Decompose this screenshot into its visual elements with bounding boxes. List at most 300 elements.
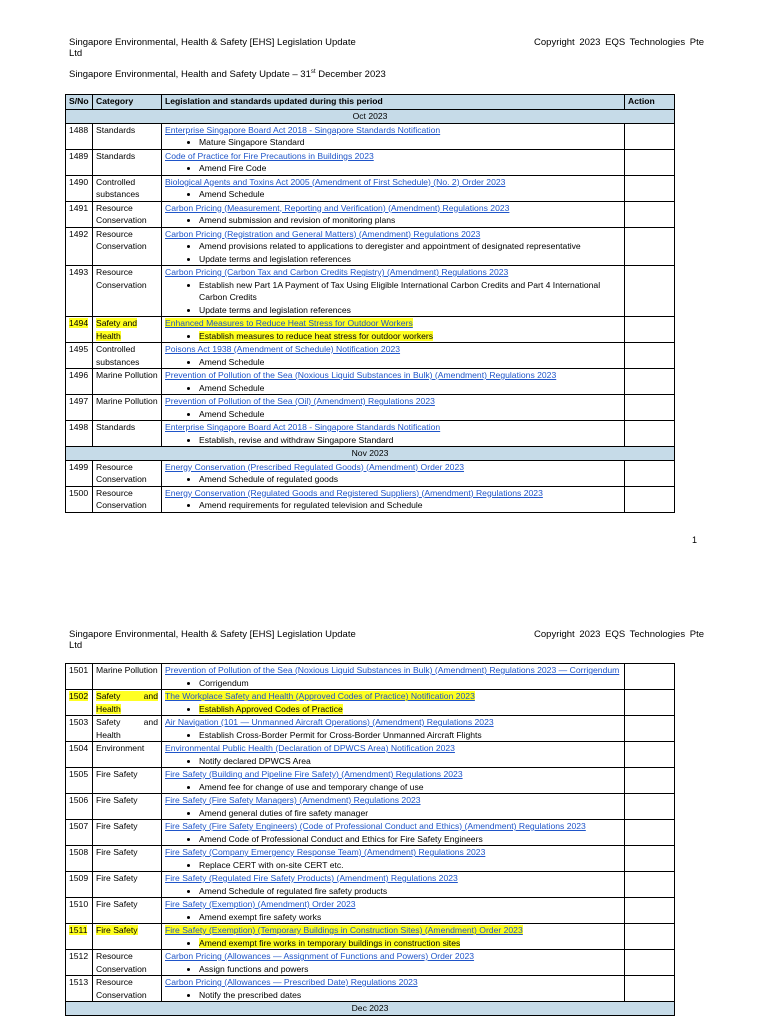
cell-category bbox=[93, 820, 162, 846]
cell-action bbox=[625, 820, 675, 846]
cell-action bbox=[625, 460, 675, 486]
category-text: Environment bbox=[96, 743, 145, 753]
sno-text: 1505 bbox=[69, 769, 89, 779]
cell-sno bbox=[66, 820, 93, 846]
cell-action bbox=[625, 343, 675, 369]
cell-legislation bbox=[162, 317, 625, 343]
legislation-link[interactable]: Energy Conservation (Prescribed Regulated Goods) (Amendment) Order 2023 bbox=[165, 461, 465, 472]
update-bullet bbox=[199, 253, 621, 266]
cell-category bbox=[93, 950, 162, 976]
cell-category bbox=[93, 460, 162, 486]
cell-sno bbox=[66, 742, 93, 768]
table-row bbox=[66, 924, 675, 950]
cell-legislation bbox=[162, 395, 625, 421]
legislation-title bbox=[165, 924, 621, 937]
legislation-title bbox=[165, 820, 621, 833]
update-bullet bbox=[199, 833, 621, 846]
category-text: Standards bbox=[96, 422, 136, 432]
category-text: Safety and Health bbox=[96, 691, 158, 714]
cell-sno bbox=[66, 872, 93, 898]
cell-category bbox=[93, 664, 162, 690]
update-bullet-list bbox=[165, 136, 621, 149]
category-text: Fire Safety bbox=[96, 769, 138, 779]
category-text: Marine Pollution bbox=[96, 665, 158, 675]
cell-legislation bbox=[162, 716, 625, 742]
table-row bbox=[66, 123, 675, 149]
cell-category bbox=[93, 175, 162, 201]
cell-action bbox=[625, 266, 675, 317]
update-bullet-list bbox=[165, 703, 621, 716]
update-bullet-list bbox=[165, 677, 621, 690]
sno-text: 1502 bbox=[69, 691, 89, 701]
legislation-title bbox=[165, 202, 621, 215]
header-action: Action bbox=[625, 95, 675, 110]
table-row bbox=[66, 317, 675, 343]
legislation-link[interactable]: Carbon Pricing (Carbon Tax and Carbon Credits Registry) (Amendment) Regulations 2023 bbox=[165, 267, 509, 277]
category-text: Resource Conservation bbox=[96, 951, 147, 974]
update-bullet-list bbox=[165, 781, 621, 794]
category-text: Fire Safety bbox=[96, 873, 138, 883]
cell-sno bbox=[66, 369, 93, 395]
cell-sno bbox=[66, 976, 93, 1002]
month-label: Nov 2023 bbox=[66, 447, 675, 461]
update-bullet bbox=[199, 136, 621, 149]
category-text: Fire Safety bbox=[96, 925, 138, 935]
cell-category bbox=[93, 343, 162, 369]
legislation-title bbox=[165, 742, 621, 755]
table-row bbox=[66, 898, 675, 924]
cell-legislation bbox=[162, 227, 625, 266]
cell-legislation bbox=[162, 201, 625, 227]
update-bullet bbox=[199, 330, 621, 343]
update-bullet-list bbox=[165, 963, 621, 976]
sno-text: 1492 bbox=[69, 228, 89, 239]
update-bullet bbox=[199, 214, 621, 227]
legislation-title bbox=[165, 898, 621, 911]
legislation-title bbox=[165, 461, 621, 474]
cell-sno bbox=[66, 846, 93, 872]
cell-action bbox=[625, 690, 675, 716]
sno-text: 1510 bbox=[69, 899, 89, 909]
update-bullet bbox=[199, 781, 621, 794]
bullet-text: Amend general duties of fire safety manager bbox=[199, 807, 369, 818]
table-row bbox=[66, 664, 675, 690]
update-bullet-list bbox=[165, 859, 621, 872]
cell-legislation bbox=[162, 820, 625, 846]
update-bullet-list bbox=[165, 473, 621, 486]
category-text: Resource Conservation bbox=[96, 228, 147, 251]
table-row bbox=[66, 846, 675, 872]
update-bullet bbox=[199, 885, 621, 898]
bullet-text: Amend exempt fire works in temporary buildings in construction sites bbox=[199, 937, 461, 948]
legislation-link[interactable]: Prevention of Pollution of the Sea (Noxious Liquid Substances in Bulk) (Amendment) Regulations 2023 bbox=[165, 370, 557, 380]
update-bullet bbox=[199, 499, 621, 512]
sno-text: 1491 bbox=[69, 202, 89, 213]
bullet-text: Amend Schedule of regulated fire safety products bbox=[199, 885, 388, 896]
sno-text: 1497 bbox=[69, 396, 89, 406]
cell-legislation bbox=[162, 175, 625, 201]
table-row bbox=[66, 950, 675, 976]
cell-sno bbox=[66, 924, 93, 950]
legislation-title bbox=[165, 872, 621, 885]
update-bullet bbox=[199, 382, 621, 395]
category-text: Fire Safety bbox=[96, 821, 138, 831]
category-text: Resource Conservation bbox=[96, 267, 147, 290]
bullet-text: Establish Cross-Border Permit for Cross-Border Unmanned Aircraft Flights bbox=[199, 729, 482, 740]
cell-sno bbox=[66, 227, 93, 266]
cell-category bbox=[93, 846, 162, 872]
cell-legislation bbox=[162, 343, 625, 369]
cell-category bbox=[93, 924, 162, 950]
category-text: Fire Safety bbox=[96, 795, 138, 805]
update-bullet bbox=[199, 356, 621, 369]
cell-legislation bbox=[162, 369, 625, 395]
bullet-text: Establish, revise and withdraw Singapore Standard bbox=[199, 434, 394, 445]
sno-text: 1511 bbox=[69, 925, 88, 935]
bullet-text: Amend Code of Professional Conduct and Ethics for Fire Safety Engineers bbox=[199, 833, 483, 844]
cell-category bbox=[93, 768, 162, 794]
category-text: Marine Pollution bbox=[96, 370, 158, 380]
cell-sno bbox=[66, 664, 93, 690]
bullet-text: Amend Fire Code bbox=[199, 163, 267, 173]
update-bullet bbox=[199, 729, 621, 742]
legislation-link[interactable]: Enterprise Singapore Board Act 2018 - Singapore Standards Notification bbox=[165, 124, 441, 135]
bullet-text: Notify declared DPWCS Area bbox=[199, 755, 311, 766]
update-bullet-list bbox=[165, 382, 621, 395]
cell-sno bbox=[66, 201, 93, 227]
update-bullet bbox=[199, 911, 621, 924]
cell-category bbox=[93, 369, 162, 395]
legislation-link[interactable]: Poisons Act 1938 (Amendment of Schedule) Notification 2023 bbox=[165, 344, 401, 354]
bullet-text: Corrigendum bbox=[199, 677, 249, 688]
month-label: Dec 2023 bbox=[66, 1002, 675, 1016]
cell-legislation bbox=[162, 266, 625, 317]
cell-sno bbox=[66, 460, 93, 486]
legislation-link[interactable]: Enterprise Singapore Board Act 2018 - Singapore Standards Notification bbox=[165, 422, 441, 432]
legislation-link[interactable]: Biological Agents and Toxins Act 2005 (Amendment of First Schedule) (No. 2) Order 2023 bbox=[165, 176, 506, 187]
cell-legislation bbox=[162, 460, 625, 486]
cell-action bbox=[625, 768, 675, 794]
cell-legislation bbox=[162, 950, 625, 976]
legislation-link[interactable]: Code of Practice for Fire Precautions in Buildings 2023 bbox=[165, 150, 374, 161]
cell-action bbox=[625, 924, 675, 950]
header-category: Category bbox=[93, 95, 162, 110]
page-header-right: Copyright 2023 EQS Technologies Pte bbox=[534, 37, 704, 48]
header-legislation: Legislation and standards updated during this period bbox=[162, 95, 625, 110]
update-bullet bbox=[199, 473, 621, 486]
cell-sno bbox=[66, 486, 93, 512]
sno-text: 1503 bbox=[69, 717, 89, 727]
bullet-text: Amend Schedule bbox=[199, 356, 265, 367]
cell-sno bbox=[66, 716, 93, 742]
cell-legislation bbox=[162, 742, 625, 768]
table-row bbox=[66, 149, 675, 175]
cell-action bbox=[625, 395, 675, 421]
table-row bbox=[66, 872, 675, 898]
table-row bbox=[66, 369, 675, 395]
page-number: 1 bbox=[691, 535, 697, 545]
page-header-left: Singapore Environmental, Health & Safety [EHS] Legislation Update Ltd bbox=[69, 629, 356, 651]
bullet-text: Amend provisions related to applications to deregister and appointment of designated representative bbox=[199, 241, 581, 251]
update-bullet-list bbox=[165, 434, 621, 447]
cell-legislation bbox=[162, 924, 625, 950]
legislation-title bbox=[165, 716, 621, 729]
update-bullet bbox=[199, 937, 621, 950]
legislation-link[interactable]: Enhanced Measures to Reduce Heat Stress for Outdoor Workers bbox=[165, 318, 413, 328]
cell-legislation bbox=[162, 976, 625, 1002]
legislation-link[interactable]: Fire Safety (Regulated Fire Safety Products) (Amendment) Regulations 2023 bbox=[165, 873, 458, 883]
table-row bbox=[66, 768, 675, 794]
legislation-title bbox=[165, 950, 621, 963]
cell-sno bbox=[66, 395, 93, 421]
cell-action bbox=[625, 898, 675, 924]
legislation-table-page-1 bbox=[65, 94, 675, 513]
update-bullet bbox=[199, 304, 621, 317]
cell-sno bbox=[66, 690, 93, 716]
bullet-text: Notify the prescribed dates bbox=[199, 989, 302, 1000]
table-row bbox=[66, 175, 675, 201]
cell-category bbox=[93, 227, 162, 266]
cell-action bbox=[625, 201, 675, 227]
cell-sno bbox=[66, 794, 93, 820]
legislation-link[interactable]: Carbon Pricing (Registration and General Matters) (Amendment) Regulations 2023 bbox=[165, 228, 481, 239]
cell-sno bbox=[66, 421, 93, 447]
cell-category bbox=[93, 317, 162, 343]
cell-category bbox=[93, 266, 162, 317]
update-bullet bbox=[199, 755, 621, 768]
legislation-link[interactable]: Fire Safety (Building and Pipeline Fire Safety) (Amendment) Regulations 2023 bbox=[165, 769, 463, 779]
update-bullet-list bbox=[165, 833, 621, 846]
cell-category bbox=[93, 421, 162, 447]
sno-text: 1509 bbox=[69, 873, 89, 883]
legislation-link[interactable]: Fire Safety (Company Emergency Response Team) (Amendment) Regulations 2023 bbox=[165, 847, 486, 857]
legislation-title bbox=[165, 228, 621, 241]
cell-category bbox=[93, 123, 162, 149]
sno-text: 1501 bbox=[69, 665, 89, 675]
update-bullet bbox=[199, 188, 621, 201]
update-bullet bbox=[199, 162, 621, 175]
update-bullet-list bbox=[165, 188, 621, 201]
update-bullet-list bbox=[165, 162, 621, 175]
category-text: Resource Conservation bbox=[96, 461, 147, 484]
legislation-title bbox=[165, 768, 621, 781]
cell-action bbox=[625, 175, 675, 201]
cell-action bbox=[625, 664, 675, 690]
sno-text: 1495 bbox=[69, 344, 89, 354]
legislation-title bbox=[165, 976, 621, 989]
category-text: Resource Conservation bbox=[96, 202, 147, 225]
cell-action bbox=[625, 149, 675, 175]
update-bullet-list bbox=[165, 989, 621, 1002]
cell-legislation bbox=[162, 898, 625, 924]
sno-text: 1488 bbox=[69, 124, 89, 135]
cell-sno bbox=[66, 266, 93, 317]
legislation-link[interactable]: Fire Safety (Exemption) (Temporary Buildings in Construction Sites) (Amendment) Order 2023 bbox=[165, 925, 523, 935]
legislation-title bbox=[165, 343, 621, 356]
cell-sno bbox=[66, 175, 93, 201]
update-bullet-list bbox=[165, 729, 621, 742]
update-bullet bbox=[199, 408, 621, 421]
sno-text: 1489 bbox=[69, 150, 89, 161]
update-bullet-list bbox=[165, 499, 621, 512]
sno-text: 1500 bbox=[69, 487, 89, 498]
cell-legislation bbox=[162, 690, 625, 716]
sno-text: 1496 bbox=[69, 370, 89, 380]
cell-legislation bbox=[162, 421, 625, 447]
legislation-link[interactable]: Environmental Public Health (Declaration of DPWCS Area) Notification 2023 bbox=[165, 743, 455, 753]
update-bullet-list bbox=[165, 279, 621, 317]
sno-text: 1494 bbox=[69, 318, 89, 328]
bullet-text: Establish new Part 1A Payment of Tax Using Eligible International Carbon Credits and Part 4 International Carbon Credits bbox=[199, 279, 601, 302]
legislation-link[interactable]: Carbon Pricing (Allowances — Assignment of Functions and Powers) Order 2023 bbox=[165, 951, 475, 961]
legislation-table-page-2 bbox=[65, 663, 675, 1016]
sno-text: 1506 bbox=[69, 795, 89, 805]
legislation-link[interactable]: Carbon Pricing (Measurement, Reporting and Verification) (Amendment) Regulations 2023 bbox=[165, 202, 510, 213]
category-text: Controlled substances bbox=[96, 176, 140, 199]
legislation-title bbox=[165, 369, 621, 382]
table-row bbox=[66, 421, 675, 447]
cell-action bbox=[625, 872, 675, 898]
table-row bbox=[66, 201, 675, 227]
bullet-text: Mature Singapore Standard bbox=[199, 137, 305, 147]
cell-category bbox=[93, 872, 162, 898]
cell-action bbox=[625, 716, 675, 742]
bullet-text: Update terms and legislation references bbox=[199, 253, 351, 264]
legislation-link[interactable]: Fire Safety (Fire Safety Engineers) (Code of Professional Conduct and Ethics) (Amendment) Regulations 2023 bbox=[165, 821, 586, 831]
legislation-title bbox=[165, 421, 621, 434]
bullet-text: Establish Approved Codes of Practice bbox=[199, 703, 343, 714]
cell-sno bbox=[66, 950, 93, 976]
cell-action bbox=[625, 950, 675, 976]
cell-legislation bbox=[162, 794, 625, 820]
table-row bbox=[66, 976, 675, 1002]
legislation-title bbox=[165, 176, 621, 189]
cell-category bbox=[93, 898, 162, 924]
legislation-link[interactable]: Carbon Pricing (Allowances — Prescribed Date) Regulations 2023 bbox=[165, 977, 418, 987]
update-bullet bbox=[199, 859, 621, 872]
cell-action bbox=[625, 421, 675, 447]
category-text: Controlled substances bbox=[96, 344, 140, 367]
table-row bbox=[66, 742, 675, 768]
table-row bbox=[66, 690, 675, 716]
legislation-link[interactable]: Fire Safety (Fire Safety Managers) (Amendment) Regulations 2023 bbox=[165, 795, 421, 805]
cell-sno bbox=[66, 898, 93, 924]
table-row bbox=[66, 395, 675, 421]
update-bullet-list bbox=[165, 240, 621, 265]
sno-text: 1490 bbox=[69, 176, 89, 187]
cell-action bbox=[625, 846, 675, 872]
table-row bbox=[66, 227, 675, 266]
bullet-text: Amend Schedule of regulated goods bbox=[199, 474, 339, 484]
cell-legislation bbox=[162, 664, 625, 690]
sno-text: 1498 bbox=[69, 422, 89, 432]
table-row bbox=[66, 820, 675, 846]
bullet-text: Amend Schedule bbox=[199, 408, 265, 419]
legislation-title bbox=[165, 794, 621, 807]
sno-text: 1513 bbox=[69, 977, 89, 987]
legislation-title bbox=[165, 846, 621, 859]
update-bullet-list bbox=[165, 214, 621, 227]
cell-category bbox=[93, 149, 162, 175]
table-row bbox=[66, 460, 675, 486]
legislation-link[interactable]: Air Navigation (101 — Unmanned Aircraft Operations) (Amendment) Regulations 2023 bbox=[165, 717, 494, 727]
table-row bbox=[66, 716, 675, 742]
category-text: Safety and Health bbox=[96, 318, 138, 341]
document-subtitle: Singapore Environmental, Health and Safety Update – 31st December 2023 bbox=[69, 69, 386, 81]
cell-action bbox=[625, 227, 675, 266]
category-text: Resource Conservation bbox=[96, 977, 147, 1000]
category-text: Fire Safety bbox=[96, 899, 138, 909]
bullet-text: Amend exempt fire safety works bbox=[199, 911, 322, 922]
bullet-text: Replace CERT with on-site CERT etc. bbox=[199, 859, 344, 870]
category-text: Safety and Health bbox=[96, 717, 158, 740]
update-bullet bbox=[199, 963, 621, 976]
cell-legislation bbox=[162, 123, 625, 149]
cell-category bbox=[93, 742, 162, 768]
legislation-title bbox=[165, 395, 621, 408]
bullet-text: Amend Schedule bbox=[199, 189, 265, 199]
cell-legislation bbox=[162, 872, 625, 898]
month-label: Oct 2023 bbox=[66, 110, 675, 124]
update-bullet bbox=[199, 807, 621, 820]
legislation-link[interactable]: Energy Conservation (Regulated Goods and Registered Suppliers) (Amendment) Regulations 2023 bbox=[165, 487, 543, 498]
cell-action bbox=[625, 742, 675, 768]
table-row bbox=[66, 794, 675, 820]
header-sno: S/No bbox=[66, 95, 93, 110]
sno-text: 1493 bbox=[69, 267, 89, 277]
cell-category bbox=[93, 486, 162, 512]
cell-category bbox=[93, 976, 162, 1002]
bullet-text: Amend submission and revision of monitoring plans bbox=[199, 215, 396, 225]
month-divider-row bbox=[66, 110, 675, 124]
update-bullet bbox=[199, 279, 621, 304]
cell-legislation bbox=[162, 768, 625, 794]
page-header-left: Singapore Environmental, Health & Safety [EHS] Legislation Update Ltd bbox=[69, 37, 356, 59]
update-bullet bbox=[199, 989, 621, 1002]
legislation-title bbox=[165, 266, 621, 279]
legislation-title bbox=[165, 150, 621, 163]
legislation-title bbox=[165, 124, 621, 137]
legislation-title bbox=[165, 317, 621, 330]
update-bullet bbox=[199, 240, 621, 253]
cell-category bbox=[93, 395, 162, 421]
page-2 bbox=[0, 620, 768, 1024]
legislation-link[interactable]: The Workplace Safety and Health (Approved Codes of Practice) Notification 2023 bbox=[165, 691, 475, 701]
table-row bbox=[66, 343, 675, 369]
bullet-text: Update terms and legislation references bbox=[199, 304, 351, 315]
update-bullet-list bbox=[165, 755, 621, 768]
legislation-title bbox=[165, 690, 621, 703]
cell-sno bbox=[66, 768, 93, 794]
sno-text: 1499 bbox=[69, 461, 89, 472]
update-bullet bbox=[199, 703, 621, 716]
legislation-link[interactable]: Prevention of Pollution of the Sea (Noxious Liquid Substances in Bulk) (Amendment) Regulations 2023 — Corrigendum bbox=[165, 665, 620, 675]
cell-action bbox=[625, 317, 675, 343]
update-bullet-list bbox=[165, 356, 621, 369]
sno-text: 1512 bbox=[69, 951, 89, 961]
table-row bbox=[66, 486, 675, 512]
legislation-link[interactable]: Fire Safety (Exemption) (Amendment) Order 2023 bbox=[165, 899, 356, 909]
cell-category bbox=[93, 690, 162, 716]
legislation-title bbox=[165, 664, 621, 677]
page-header-right: Copyright 2023 EQS Technologies Pte bbox=[534, 629, 704, 640]
cell-sno bbox=[66, 317, 93, 343]
cell-sno bbox=[66, 123, 93, 149]
update-bullet-list bbox=[165, 911, 621, 924]
cell-sno bbox=[66, 149, 93, 175]
legislation-link[interactable]: Prevention of Pollution of the Sea (Oil) (Amendment) Regulations 2023 bbox=[165, 396, 435, 406]
bullet-text: Amend fee for change of use and temporary change of use bbox=[199, 781, 424, 792]
